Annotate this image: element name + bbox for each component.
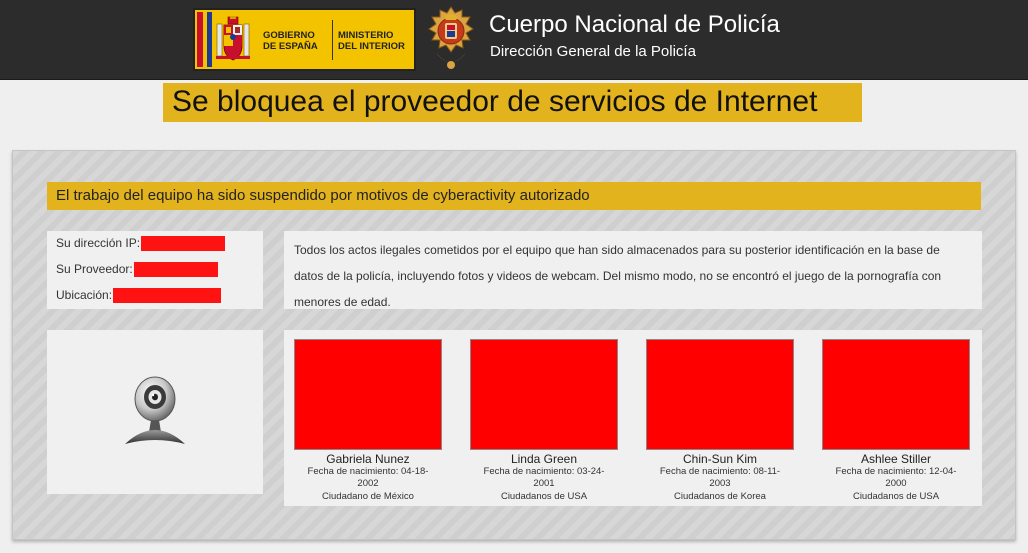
person-nationality: Ciudadanos de Korea	[674, 491, 766, 502]
webcam-icon	[121, 372, 189, 448]
person-name: Chin-Sun Kim	[682, 452, 758, 466]
location-row	[56, 288, 221, 304]
police-subtitle: Dirección General de la Policía	[490, 43, 696, 60]
gobierno-line2: DE ESPAÑA	[263, 41, 318, 52]
person-card	[646, 339, 794, 503]
headline-text: Se bloquea el proveedor de servicios de Internet	[172, 85, 818, 118]
accusation-message-box	[284, 231, 982, 309]
person-name: Linda Green	[510, 452, 578, 466]
person-dob: Fecha de nacimiento: 12-04-2000	[835, 466, 957, 489]
person-nationality: Ciudadano de México	[322, 491, 414, 502]
main-panel	[12, 150, 1016, 540]
people-gallery	[284, 330, 982, 506]
person-card	[294, 339, 442, 503]
person-dob: Fecha de nacimiento: 08-11-2003	[659, 466, 781, 489]
ip-row	[56, 236, 225, 252]
person-dob: Fecha de nacimiento: 03-24-2001	[483, 466, 605, 489]
accusation-message: Todos los actos ilegales cometidos por el equipo que han sido almacenados para su posterior identificación en la base de datos de la policía, incluyendo fotos y videos de webcam. Del mismo modo, no se encontró el juego de la pornografía con menores de edad.	[294, 243, 942, 309]
connection-info-box	[47, 231, 263, 309]
flag-stripe-blue	[207, 12, 212, 67]
location-label: Ubicación:	[56, 288, 113, 302]
person-name: Ashlee Stiller	[860, 452, 932, 466]
headline-banner	[163, 83, 862, 122]
notice-bar	[47, 182, 981, 210]
ip-redaction	[141, 236, 225, 251]
person-card	[470, 339, 618, 503]
gobierno-ministerio-logo	[193, 8, 416, 71]
gobierno-label	[263, 30, 318, 52]
coat-of-arms-icon	[215, 16, 251, 64]
ministerio-label	[338, 30, 405, 52]
person-dob: Fecha de nacimiento: 04-18-2002	[307, 466, 429, 489]
gobierno-line1: GOBIERNO	[263, 30, 315, 41]
person-nationality: Ciudadanos de USA	[500, 491, 588, 502]
person-photo-redacted	[470, 339, 618, 450]
notice-text: El trabajo del equipo ha sido suspendido por motivos de cyberactivity autorizado	[56, 187, 590, 204]
provider-redaction	[134, 262, 218, 277]
location-redaction	[113, 288, 221, 303]
person-photo-redacted	[822, 339, 970, 450]
person-card	[822, 339, 970, 503]
police-title: Cuerpo Nacional de Policía	[489, 11, 780, 38]
webcam-box	[47, 330, 263, 494]
logo-divider	[332, 20, 333, 60]
person-photo-redacted	[294, 339, 442, 450]
ministerio-line2: DEL INTERIOR	[338, 41, 405, 52]
person-photo-redacted	[646, 339, 794, 450]
ip-label: Su dirección IP:	[56, 236, 141, 250]
police-badge-icon	[426, 5, 476, 73]
person-name: Gabriela Nunez	[326, 452, 410, 466]
person-nationality: Ciudadanos de USA	[852, 491, 940, 502]
provider-row	[56, 262, 218, 278]
top-header-bar	[0, 0, 1028, 80]
provider-label: Su Proveedor:	[56, 262, 133, 276]
ministerio-line1: MINISTERIO	[338, 30, 394, 41]
